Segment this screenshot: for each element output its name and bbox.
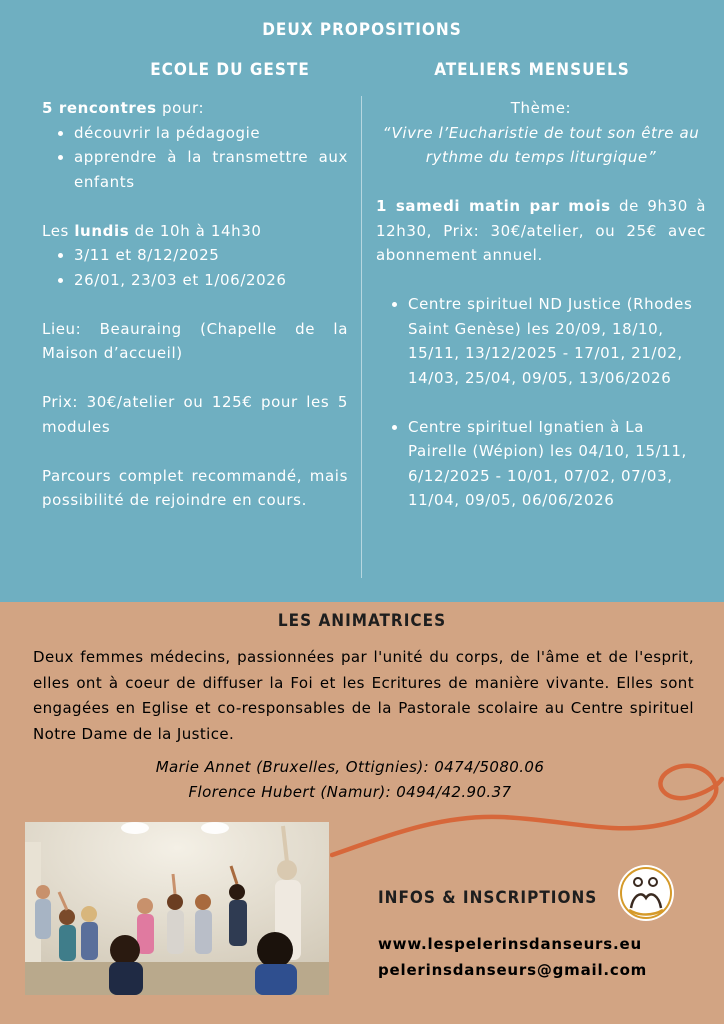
ecole-goals-list [42, 121, 348, 195]
infos-title: INFOS & INSCRIPTIONS [378, 888, 598, 908]
list-item: • 3/11 et 8/12/2025 [74, 243, 348, 268]
ecole-intro: 5 rencontres pour: [42, 99, 205, 117]
ateliers-column [376, 96, 706, 513]
animatrices-title: LES ANIMATRICES [277, 611, 447, 631]
ecole-dates-list [42, 243, 348, 292]
theme-quote: “Vivre l’Eucharistie de tout son être au rythme du temps liturgique” [382, 123, 700, 166]
list-item: • Centre spirituel Ignatien à La Pairelle (Wépion) les 04/10, 15/11, 6/12/2025 - 10/01, 07/02, 07/03, 11/04, 09/05, 06/06/2026 [408, 415, 706, 513]
website-link[interactable]: www.lespelerinsdanseurs.eu [378, 935, 642, 953]
ecole-title: ECOLE DU GESTE [150, 60, 310, 80]
ecole-lieu: Lieu: Beauraing (Chapelle de la Maison d’accueil) [42, 319, 348, 362]
list-item: • découvrir la pédagogie [74, 121, 348, 146]
ateliers-title: ATELIERS MENSUELS [434, 60, 630, 80]
column-divider [361, 96, 362, 578]
theme-label: Thème: [510, 99, 572, 117]
contact-marie: Marie Annet (Bruxelles, Ottignies): 0474/5080.06 [155, 758, 545, 776]
list-item: • apprendre à la transmettre aux enfants [74, 145, 348, 194]
decorative-swirl [330, 755, 724, 865]
list-item: • Centre spirituel ND Justice (Rhodes Saint Genèse) les 20/09, 18/10, 15/11, 13/12/2025 - 17/01, 21/02, 14/03, 25/04, 09/05, 13/06/2026 [408, 292, 706, 390]
pelerins-danseurs-logo [617, 864, 675, 922]
ecole-prix: Prix: 30€/atelier ou 125€ pour les 5 modules [42, 393, 348, 436]
ecole-parcours: Parcours complet recommandé, mais possibilité de rejoindre en cours. [42, 466, 348, 509]
ateliers-centres-list-2 [376, 415, 706, 513]
children-dancing-photo [25, 822, 329, 995]
contact-florence: Florence Hubert (Namur): 0494/42.90.37 [188, 783, 512, 801]
email-link[interactable]: pelerinsdanseurs@gmail.com [378, 961, 648, 979]
page-title: DEUX PROPOSITIONS [262, 20, 462, 40]
list-item: • 26/01, 23/03 et 1/06/2026 [74, 268, 348, 293]
ateliers-schedule: 1 samedi matin par mois de 9h30 à 12h30, Prix: 30€/atelier, ou 25€ avec abonnement annuel. [376, 197, 706, 264]
ecole-schedule: Les lundis de 10h à 14h30 [42, 221, 262, 240]
animatrices-description: Deux femmes médecins, passionnées par l'unité du corps, de l'âme et de l'esprit, elles ont à coeur de diffuser la Foi et les Ecritures de manière vivante. Elles sont engagées en Eglise et co-responsables de la Pastorale scolaire au Centre spirituel Notre Dame de la Justice. [33, 648, 694, 743]
ateliers-centres-list [376, 292, 706, 390]
ecole-column [42, 96, 348, 513]
